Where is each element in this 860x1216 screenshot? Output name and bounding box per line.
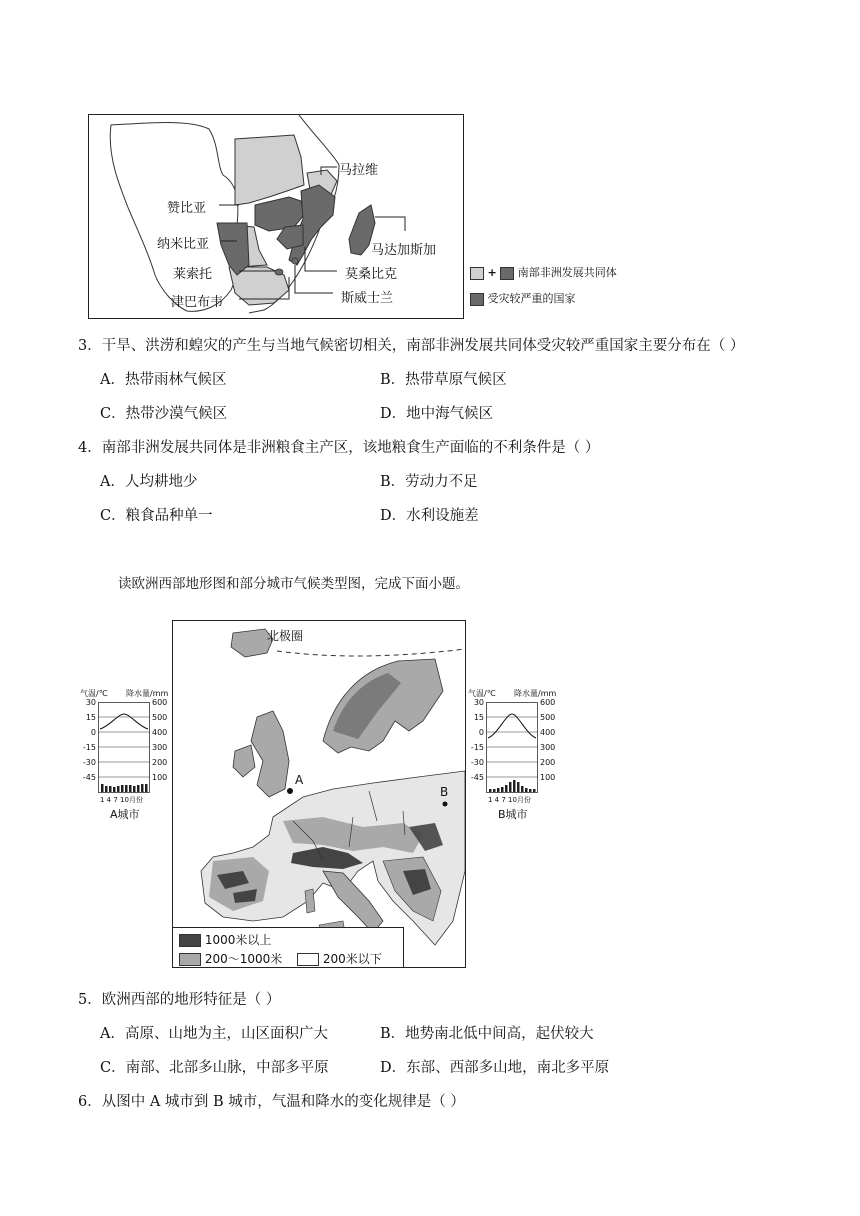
chart-a-precip-ticks	[152, 698, 172, 788]
legend-sadc: 南部非洲发展共同体	[517, 266, 617, 279]
question-4-option-d[interactable]: D．水利设施差	[380, 508, 479, 524]
legend-plus: +	[487, 266, 497, 279]
tick: 200	[540, 758, 556, 767]
label-city-b: B	[440, 785, 449, 799]
label-eswatini: 斯威士兰	[341, 291, 394, 306]
label-zimbabwe: 津巴布韦	[171, 295, 224, 310]
tick: 400	[540, 728, 556, 737]
chart-a-months: 1 4 7 10月份	[100, 796, 143, 804]
tick: 600	[540, 698, 556, 707]
question-3-option-c[interactable]: C．热带沙漠气候区	[100, 406, 228, 422]
question-3-option-a[interactable]: A．热带雨林气候区	[100, 372, 227, 388]
question-6-stem: 6．从图中 A 城市到 B 城市，气温和降水的变化规律是（ ）	[78, 1094, 465, 1110]
label-mozambique: 莫桑比克	[345, 267, 398, 282]
question-4-stem: 4．南部非洲发展共同体是非洲粮食主产区，该地粮食生产面临的不利条件是（ ）	[78, 440, 600, 456]
label-arctic-circle: 北极圈	[267, 629, 304, 643]
chart-b-temp-label: 气温/℃	[468, 689, 496, 698]
question-4-option-c[interactable]: C．粮食品种单一	[100, 508, 213, 524]
chart-a-temp-ticks	[78, 698, 96, 788]
label-zambia: 赞比亚	[167, 201, 207, 216]
tick: 15	[85, 713, 96, 722]
question-4-option-a[interactable]: A．人均耕地少	[100, 474, 198, 490]
chart-a-city: A城市	[110, 808, 140, 821]
legend-dark-swatch	[500, 267, 514, 280]
chart-a-temp-label: 气温/℃	[80, 689, 108, 698]
tick: -30	[470, 758, 484, 767]
tick: -15	[82, 743, 96, 752]
tick: 300	[152, 743, 168, 752]
section-intro: 读欧洲西部地形图和部分城市气候类型图，完成下面小题。	[118, 576, 469, 592]
question-5-option-d[interactable]: D．东部、西部多山地，南北多平原	[380, 1060, 610, 1076]
label-madagascar: 马达加斯加	[371, 243, 437, 258]
chart-b-precip-ticks	[540, 698, 560, 788]
southern-africa-map-graphic	[89, 115, 463, 318]
chart-b-plot	[486, 702, 538, 794]
question-5-stem: 5．欧洲西部的地形特征是（ ）	[78, 992, 281, 1008]
chart-b-city: B城市	[498, 808, 528, 821]
question-4-option-b[interactable]: B．劳动力不足	[380, 474, 478, 490]
legend-mid: 200～1000米	[204, 952, 283, 966]
legend-high: 1000米以上	[204, 933, 272, 947]
tick: -30	[82, 758, 96, 767]
tick: 500	[152, 713, 168, 722]
legend-low-swatch	[297, 953, 319, 966]
label-namibia: 纳米比亚	[157, 237, 210, 252]
tick: -45	[470, 773, 484, 782]
legend-severe-swatch	[470, 293, 484, 306]
label-malawi: 马拉维	[339, 163, 379, 178]
question-5-option-a[interactable]: A．高原、山地为主，山区面积广大	[100, 1026, 328, 1042]
chart-b-months: 1 4 7 10月份	[488, 796, 531, 804]
tick: 300	[540, 743, 556, 752]
europe-map-graphic	[173, 621, 465, 967]
legend-low: 200米以下	[322, 952, 382, 966]
legend-mid-swatch	[179, 953, 201, 966]
southern-africa-map	[88, 114, 464, 319]
label-lesotho: 莱索托	[173, 267, 213, 282]
legend-severe: 受灾较严重的国家	[487, 292, 576, 305]
question-3-option-d[interactable]: D．地中海气候区	[380, 406, 494, 422]
tick: 200	[152, 758, 168, 767]
question-3-stem: 3．干旱、洪涝和蝗灾的产生与当地气候密切相关，南部非洲发展共同体受灾较严重国家主要分布在（ ）	[78, 338, 745, 354]
tick: 30	[473, 698, 484, 707]
question-3-option-b[interactable]: B．热带草原气候区	[380, 372, 507, 388]
tick: 100	[152, 773, 168, 782]
chart-a-precip-label: 降水量/mm	[126, 689, 169, 698]
question-5-option-c[interactable]: C．南部、北部多山脉，中部多平原	[100, 1060, 329, 1076]
chart-b-temp-ticks	[466, 698, 484, 788]
chart-a-plot	[98, 702, 150, 794]
tick: 100	[540, 773, 556, 782]
tick: 400	[152, 728, 168, 737]
tick: 500	[540, 713, 556, 722]
legend-high-swatch	[179, 934, 201, 947]
tick: 15	[473, 713, 484, 722]
tick: 0	[478, 728, 484, 737]
tick: 600	[152, 698, 168, 707]
label-city-a: A	[295, 773, 304, 787]
tick: -15	[470, 743, 484, 752]
europe-map-legend	[173, 927, 404, 968]
chart-b-precip-label: 降水量/mm	[514, 689, 557, 698]
tick: 0	[90, 728, 96, 737]
climate-chart-a	[78, 688, 172, 820]
climate-chart-b	[466, 688, 560, 820]
europe-map	[172, 620, 466, 968]
map1-legend	[470, 264, 617, 306]
tick: -45	[82, 773, 96, 782]
tick: 30	[85, 698, 96, 707]
legend-light-swatch	[470, 267, 484, 280]
question-5-option-b[interactable]: B．地势南北低中间高，起伏较大	[380, 1026, 594, 1042]
